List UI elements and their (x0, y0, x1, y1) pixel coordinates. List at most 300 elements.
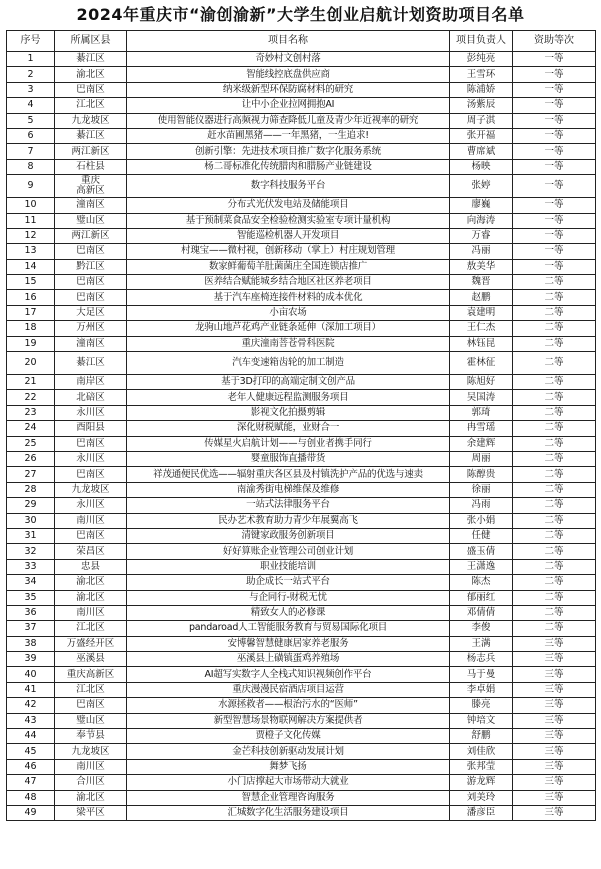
table-row (7, 682, 596, 697)
cell-level: 二等 (513, 390, 596, 405)
cell-project: 贾橙子文化传媒 (127, 729, 450, 744)
cell-leader: 赵鹏 (450, 290, 513, 305)
cell-leader: 滕亮 (450, 698, 513, 713)
cell-leader: 万睿 (450, 228, 513, 243)
table-row (7, 652, 596, 667)
table-row (7, 482, 596, 497)
cell-project: 重庆潼南菩苍骨科医院 (127, 336, 450, 351)
cell-project: pandaroad人工智能服务教育与贸易国际化项目 (127, 621, 450, 636)
cell-project: 婴童服饰直播带货 (127, 451, 450, 466)
cell-level: 二等 (513, 482, 596, 497)
cell-level: 一等 (513, 198, 596, 213)
cell-district: 巴南区 (55, 82, 127, 97)
cell-district: 綦江区 (55, 352, 127, 375)
cell-project: 深化财税赋能，业财合一 (127, 421, 450, 436)
table-row (7, 290, 596, 305)
cell-project: 水源拯救者——根治污水的“医师” (127, 698, 450, 713)
cell-project: 汽车变速箱齿轮的加工制造 (127, 352, 450, 375)
cell-no: 9 (7, 175, 55, 198)
cell-project: 新型智慧场景物联网解决方案提供者 (127, 713, 450, 728)
cell-project: 智能巡检机器人开发项目 (127, 228, 450, 243)
cell-no: 49 (7, 805, 55, 820)
cell-level: 二等 (513, 575, 596, 590)
cell-level: 三等 (513, 636, 596, 651)
table-row (7, 128, 596, 143)
cell-leader: 邓倩倩 (450, 605, 513, 620)
cell-district: 南岸区 (55, 375, 127, 390)
cell-leader: 张婷 (450, 175, 513, 198)
table-row (7, 759, 596, 774)
cell-project: 基于预制菜食品安全检验检测实验室专项计量机构 (127, 213, 450, 228)
cell-leader: 钟培文 (450, 713, 513, 728)
cell-leader: 周子淇 (450, 113, 513, 128)
cell-no: 23 (7, 405, 55, 420)
cell-leader: 袁建明 (450, 305, 513, 320)
cell-no: 21 (7, 375, 55, 390)
cell-project: 村瑰宝——微村视，创新移动（掌上）村庄规划管理 (127, 244, 450, 259)
cell-level: 二等 (513, 352, 596, 375)
cell-district: 綦江区 (55, 52, 127, 67)
cell-no: 15 (7, 275, 55, 290)
cell-level: 三等 (513, 667, 596, 682)
cell-project: 老年人健康远程监测服务项目 (127, 390, 450, 405)
cell-level: 一等 (513, 259, 596, 274)
cell-level: 二等 (513, 275, 596, 290)
cell-leader: 郭琦 (450, 405, 513, 420)
cell-leader: 李俊 (450, 621, 513, 636)
cell-level: 一等 (513, 228, 596, 243)
cell-project: 杨二哥标准化传统腊肉和腊肠产业链建设 (127, 159, 450, 174)
cell-leader: 张邦莹 (450, 759, 513, 774)
cell-leader: 杨志兵 (450, 652, 513, 667)
cell-no: 45 (7, 744, 55, 759)
cell-level: 二等 (513, 605, 596, 620)
cell-project: 南渝秀街电梯维保及维修 (127, 482, 450, 497)
cell-project: 小门店撑起大市场带动大就业 (127, 775, 450, 790)
cell-district: 渝北区 (55, 790, 127, 805)
cell-no: 1 (7, 52, 55, 67)
document-page (0, 2, 601, 869)
cell-leader: 盛玉倩 (450, 544, 513, 559)
cell-project: 舞梦飞扬 (127, 759, 450, 774)
cell-district: 永川区 (55, 405, 127, 420)
cell-level: 二等 (513, 621, 596, 636)
cell-project: 重庆漫漫民宿酒店项目运营 (127, 682, 450, 697)
table-row (7, 336, 596, 351)
cell-no: 4 (7, 98, 55, 113)
cell-project: 基于汽车座椅连接件材料的成本优化 (127, 290, 450, 305)
cell-level: 二等 (513, 528, 596, 543)
cell-district: 潼南区 (55, 198, 127, 213)
cell-leader: 游龙辉 (450, 775, 513, 790)
cell-no: 24 (7, 421, 55, 436)
cell-level: 三等 (513, 775, 596, 790)
cell-level: 一等 (513, 98, 596, 113)
cell-project: 让中小企业拉网拥抱AI (127, 98, 450, 113)
cell-no: 47 (7, 775, 55, 790)
cell-district: 渝北区 (55, 575, 127, 590)
cell-level: 一等 (513, 244, 596, 259)
cell-no: 19 (7, 336, 55, 351)
cell-level: 二等 (513, 513, 596, 528)
cell-no: 18 (7, 321, 55, 336)
table-row (7, 513, 596, 528)
cell-district: 忠县 (55, 559, 127, 574)
table-row (7, 98, 596, 113)
cell-district: 大足区 (55, 305, 127, 320)
table-row (7, 698, 596, 713)
cell-no: 43 (7, 713, 55, 728)
table-row (7, 467, 596, 482)
cell-project: 祥茂通便民优选——辐射重庆各区县及村镇洗护产品的优选与速卖 (127, 467, 450, 482)
cell-project: 纳米级新型环保防腐材料的研究 (127, 82, 450, 97)
cell-project: 医养结合赋能城乡结合地区社区养老项目 (127, 275, 450, 290)
cell-project: 职业技能培训 (127, 559, 450, 574)
table-row (7, 790, 596, 805)
cell-level: 一等 (513, 128, 596, 143)
cell-leader: 刘佳欣 (450, 744, 513, 759)
cell-leader: 陈杰 (450, 575, 513, 590)
cell-project: 与企同行-财税无忧 (127, 590, 450, 605)
table-row (7, 375, 596, 390)
cell-level: 二等 (513, 321, 596, 336)
cell-level: 二等 (513, 544, 596, 559)
table-row (7, 405, 596, 420)
cell-no: 29 (7, 498, 55, 513)
cell-no: 27 (7, 467, 55, 482)
cell-no: 6 (7, 128, 55, 143)
cell-no: 16 (7, 290, 55, 305)
cell-leader: 林钰昆 (450, 336, 513, 351)
cell-level: 二等 (513, 436, 596, 451)
table-row (7, 729, 596, 744)
cell-leader: 徐丽 (450, 482, 513, 497)
cell-project: 一站式法律服务平台 (127, 498, 450, 513)
cell-leader: 张开福 (450, 128, 513, 143)
cell-no: 10 (7, 198, 55, 213)
cell-district: 九龙坡区 (55, 482, 127, 497)
cell-district: 巴南区 (55, 275, 127, 290)
cell-district: 巴南区 (55, 290, 127, 305)
cell-project: 分布式光伏发电站及储能项目 (127, 198, 450, 213)
cell-no: 20 (7, 352, 55, 375)
cell-leader: 刘美玲 (450, 790, 513, 805)
table-row (7, 421, 596, 436)
table-row (7, 244, 596, 259)
cell-leader: 曹席斌 (450, 144, 513, 159)
cell-district: 南川区 (55, 605, 127, 620)
cell-leader: 王仁杰 (450, 321, 513, 336)
table-row (7, 52, 596, 67)
table-row (7, 498, 596, 513)
cell-leader: 王雪环 (450, 67, 513, 82)
table-row (7, 451, 596, 466)
table-row (7, 259, 596, 274)
table-row (7, 67, 596, 82)
cell-level: 三等 (513, 713, 596, 728)
cell-leader: 陈浦娇 (450, 82, 513, 97)
cell-district: 万盛经开区 (55, 636, 127, 651)
cell-no: 37 (7, 621, 55, 636)
cell-no: 8 (7, 159, 55, 174)
table-row (7, 621, 596, 636)
cell-project: 影视文化拍摄剪辑 (127, 405, 450, 420)
cell-district: 合川区 (55, 775, 127, 790)
cell-level: 三等 (513, 682, 596, 697)
table-row (7, 352, 596, 375)
cell-district: 江北区 (55, 98, 127, 113)
cell-district: 江北区 (55, 682, 127, 697)
cell-level: 三等 (513, 790, 596, 805)
cell-project: 创新引擎：先进技术项目推广数字化服务系统 (127, 144, 450, 159)
table-row (7, 275, 596, 290)
cell-level: 二等 (513, 405, 596, 420)
cell-no: 31 (7, 528, 55, 543)
cell-leader: 陈旭好 (450, 375, 513, 390)
cell-project: 赶水苗圃黑猪——一年黑猪，一生追求! (127, 128, 450, 143)
cell-level: 二等 (513, 305, 596, 320)
cell-no: 11 (7, 213, 55, 228)
cell-district: 巴南区 (55, 528, 127, 543)
cell-project: 数字科技服务平台 (127, 175, 450, 198)
cell-no: 40 (7, 667, 55, 682)
table-row (7, 775, 596, 790)
cell-leader: 王满 (450, 636, 513, 651)
cell-level: 二等 (513, 451, 596, 466)
cell-level: 三等 (513, 652, 596, 667)
cell-no: 12 (7, 228, 55, 243)
cell-no: 26 (7, 451, 55, 466)
cell-level: 一等 (513, 67, 596, 82)
cell-project: 奇妙村文创村落 (127, 52, 450, 67)
table-row (7, 228, 596, 243)
cell-project: 传媒星火启航计划——与创业者携手同行 (127, 436, 450, 451)
cell-no: 2 (7, 67, 55, 82)
cell-district: 黔江区 (55, 259, 127, 274)
cell-project: 基于3D打印的高端定制文创产品 (127, 375, 450, 390)
cell-no: 38 (7, 636, 55, 651)
table-row (7, 198, 596, 213)
header-project: 项目名称 (127, 31, 450, 52)
cell-district: 石柱县 (55, 159, 127, 174)
cell-leader: 霍林征 (450, 352, 513, 375)
cell-district: 梁平区 (55, 805, 127, 820)
cell-no: 28 (7, 482, 55, 497)
cell-level: 一等 (513, 113, 596, 128)
cell-project: 巫溪县上磺镇蛋鸡养殖场 (127, 652, 450, 667)
table-row (7, 667, 596, 682)
header-leader: 项目负责人 (450, 31, 513, 52)
table-row (7, 113, 596, 128)
cell-district: 璧山区 (55, 713, 127, 728)
cell-leader: 李卓娟 (450, 682, 513, 697)
cell-district: 永川区 (55, 498, 127, 513)
cell-no: 46 (7, 759, 55, 774)
header-no: 序号 (7, 31, 55, 52)
cell-project: 智慧企业管理咨询服务 (127, 790, 450, 805)
cell-level: 一等 (513, 82, 596, 97)
cell-level: 三等 (513, 729, 596, 744)
cell-district: 酉阳县 (55, 421, 127, 436)
cell-level: 一等 (513, 159, 596, 174)
cell-no: 32 (7, 544, 55, 559)
cell-level: 二等 (513, 290, 596, 305)
cell-leader: 周丽 (450, 451, 513, 466)
cell-leader: 吴国涛 (450, 390, 513, 405)
cell-level: 二等 (513, 590, 596, 605)
cell-district: 重庆 高新区 (55, 175, 127, 198)
cell-district: 奉节县 (55, 729, 127, 744)
table-row (7, 528, 596, 543)
cell-leader: 舒鹏 (450, 729, 513, 744)
table-row (7, 805, 596, 820)
cell-leader: 冯雨 (450, 498, 513, 513)
cell-leader: 余建辉 (450, 436, 513, 451)
cell-leader: 张小娟 (450, 513, 513, 528)
cell-no: 14 (7, 259, 55, 274)
cell-project: 民办艺术教育助力青少年展翼高飞 (127, 513, 450, 528)
cell-leader: 魏晋 (450, 275, 513, 290)
cell-district: 永川区 (55, 451, 127, 466)
cell-district: 潼南区 (55, 336, 127, 351)
cell-district: 九龙坡区 (55, 113, 127, 128)
grant-list-table (6, 30, 596, 821)
cell-district: 南川区 (55, 759, 127, 774)
cell-district: 巴南区 (55, 467, 127, 482)
header-level: 资助等次 (513, 31, 596, 52)
cell-level: 三等 (513, 805, 596, 820)
cell-leader: 冯丽 (450, 244, 513, 259)
header-district: 所属区县 (55, 31, 127, 52)
cell-no: 5 (7, 113, 55, 128)
cell-level: 二等 (513, 559, 596, 574)
cell-leader: 彭纯亮 (450, 52, 513, 67)
table-row (7, 744, 596, 759)
cell-no: 41 (7, 682, 55, 697)
cell-no: 17 (7, 305, 55, 320)
table-row (7, 82, 596, 97)
table-row (7, 213, 596, 228)
cell-leader: 杨映 (450, 159, 513, 174)
cell-no: 44 (7, 729, 55, 744)
cell-project: 精致女人的必修课 (127, 605, 450, 620)
cell-no: 25 (7, 436, 55, 451)
cell-leader: 汤紫辰 (450, 98, 513, 113)
cell-project: 智能线控底盘供应商 (127, 67, 450, 82)
cell-level: 三等 (513, 759, 596, 774)
cell-leader: 敖美华 (450, 259, 513, 274)
table-row (7, 321, 596, 336)
cell-district: 巴南区 (55, 436, 127, 451)
cell-project: AI超写实数字人全栈式知识视频创作平台 (127, 667, 450, 682)
cell-no: 35 (7, 590, 55, 605)
cell-district: 綦江区 (55, 128, 127, 143)
cell-district: 江北区 (55, 621, 127, 636)
cell-leader: 廖巍 (450, 198, 513, 213)
cell-district: 巫溪县 (55, 652, 127, 667)
table-row (7, 559, 596, 574)
cell-no: 3 (7, 82, 55, 97)
cell-no: 39 (7, 652, 55, 667)
cell-level: 一等 (513, 175, 596, 198)
table-row (7, 159, 596, 174)
cell-project: 数家鲜葡萄羊肚菌菌庄全国连锁店推广 (127, 259, 450, 274)
cell-no: 22 (7, 390, 55, 405)
table-row (7, 390, 596, 405)
cell-leader: 向海涛 (450, 213, 513, 228)
cell-project: 好好算账企业管理公司创业计划 (127, 544, 450, 559)
table-row (7, 144, 596, 159)
cell-no: 48 (7, 790, 55, 805)
cell-level: 二等 (513, 336, 596, 351)
cell-project: 小亩农场 (127, 305, 450, 320)
cell-district: 万州区 (55, 321, 127, 336)
cell-district: 九龙坡区 (55, 744, 127, 759)
table-row (7, 636, 596, 651)
table-row (7, 575, 596, 590)
table-header-row (7, 31, 596, 52)
cell-level: 二等 (513, 498, 596, 513)
table-body (7, 52, 596, 821)
cell-level: 二等 (513, 467, 596, 482)
table-row (7, 713, 596, 728)
document-title: 2024年重庆市“渝创渝新”大学生创业启航计划资助项目名单 (76, 5, 525, 24)
cell-district: 渝北区 (55, 67, 127, 82)
cell-level: 三等 (513, 744, 596, 759)
table-row (7, 175, 596, 198)
cell-no: 33 (7, 559, 55, 574)
cell-project: 安博馨智慧健康居家养老服务 (127, 636, 450, 651)
cell-district: 璧山区 (55, 213, 127, 228)
cell-level: 二等 (513, 421, 596, 436)
cell-leader: 郁丽红 (450, 590, 513, 605)
cell-leader: 潘彦臣 (450, 805, 513, 820)
table-row (7, 544, 596, 559)
cell-district: 渝北区 (55, 590, 127, 605)
cell-no: 34 (7, 575, 55, 590)
cell-leader: 任健 (450, 528, 513, 543)
cell-district: 北碚区 (55, 390, 127, 405)
cell-level: 一等 (513, 144, 596, 159)
cell-level: 一等 (513, 213, 596, 228)
cell-district: 巴南区 (55, 244, 127, 259)
cell-project: 清键家政服务创新项目 (127, 528, 450, 543)
cell-level: 一等 (513, 52, 596, 67)
cell-leader: 陈醇贵 (450, 467, 513, 482)
cell-no: 36 (7, 605, 55, 620)
cell-no: 13 (7, 244, 55, 259)
table-row (7, 305, 596, 320)
cell-district: 重庆高新区 (55, 667, 127, 682)
cell-level: 二等 (513, 375, 596, 390)
cell-district: 两江新区 (55, 144, 127, 159)
table-row (7, 605, 596, 620)
cell-level: 三等 (513, 698, 596, 713)
cell-no: 42 (7, 698, 55, 713)
cell-project: 汇城数字化生活服务建设项目 (127, 805, 450, 820)
cell-district: 巴南区 (55, 698, 127, 713)
cell-no: 7 (7, 144, 55, 159)
cell-project: 金芒科技创新驱动发展计划 (127, 744, 450, 759)
table-row (7, 590, 596, 605)
cell-no: 30 (7, 513, 55, 528)
cell-district: 两江新区 (55, 228, 127, 243)
cell-leader: 冉雪瑶 (450, 421, 513, 436)
cell-project: 龙驹山地芦花鸡产业链条延伸（深加工项目） (127, 321, 450, 336)
cell-leader: 王潇逸 (450, 559, 513, 574)
cell-district: 荣昌区 (55, 544, 127, 559)
cell-leader: 马于曼 (450, 667, 513, 682)
